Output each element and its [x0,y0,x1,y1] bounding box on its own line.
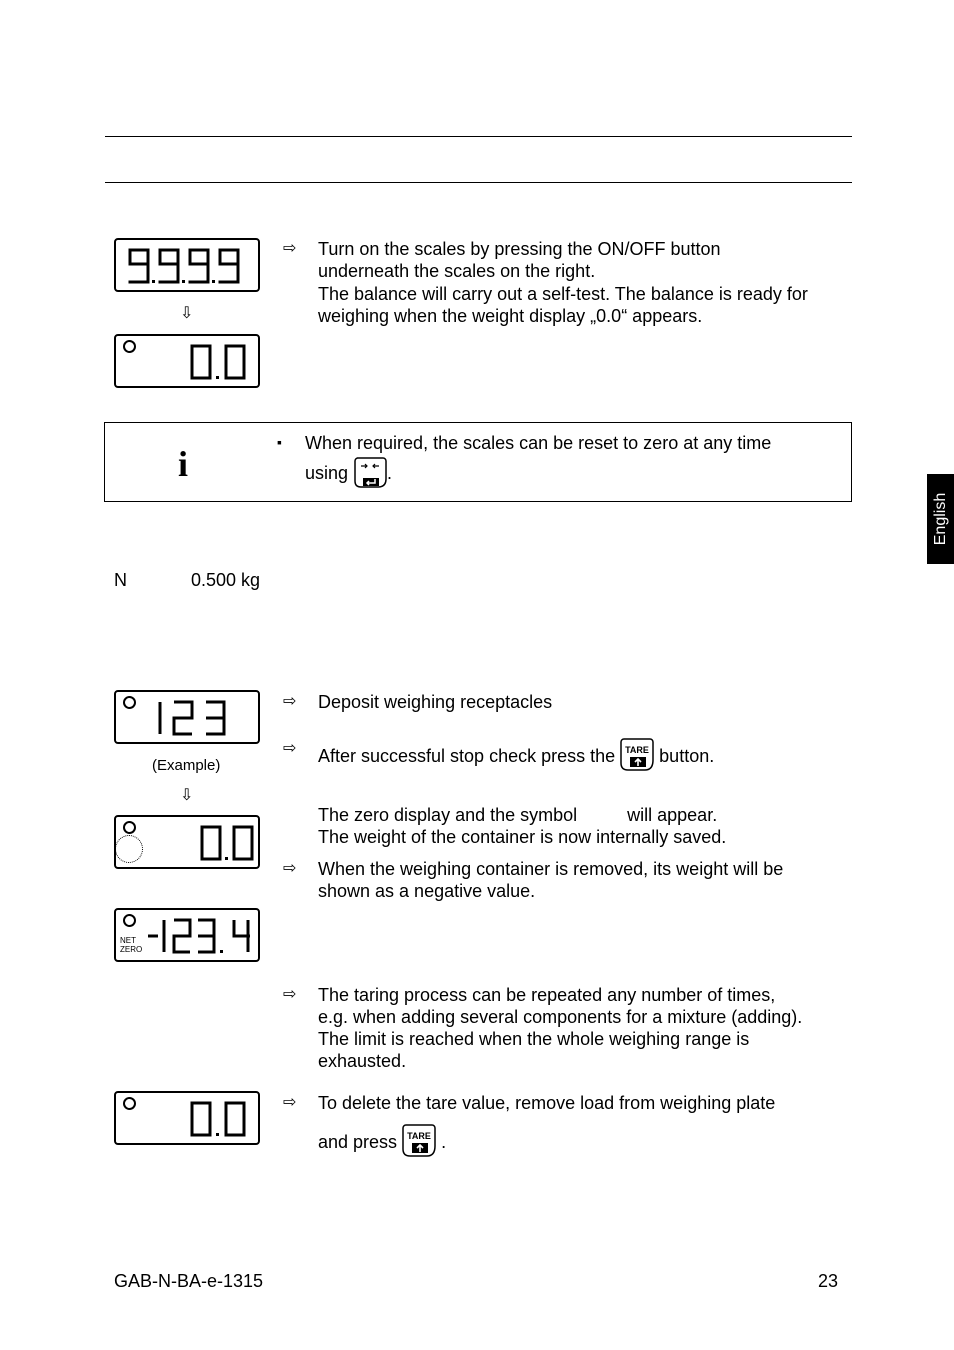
tare-key-label: TARE [407,1131,431,1141]
info-line-2 [305,455,392,489]
step-remove-line: shown as a negative value. [318,881,536,901]
section1-line: underneath the scales on the right. [318,261,596,281]
step-arrow-icon: ⇨ [283,693,297,710]
step-delete-tare-prefix: and press [318,1132,398,1152]
step-arrow-icon: ⇨ [283,860,297,877]
language-tab[interactable] [927,474,954,564]
language-tab-label: English [931,492,949,546]
step-press-tare-prefix: After successful stop check press the [318,746,616,766]
step-delete-tare-press [318,1124,446,1158]
display-negative [114,908,260,962]
info-bullet: ▪ [277,434,282,450]
down-arrow-icon: ⇩ [180,305,194,322]
header-rule-top [105,136,852,137]
info-icon: i [178,444,189,484]
step-delete-tare-suffix: . [441,1132,447,1152]
zero-key-icon [353,455,387,489]
lcd-00-graphic [116,817,258,867]
display-zero [114,815,260,869]
step-delete-tare: To delete the tare value, remove load from weighing plate [318,1093,776,1113]
step-arrow-icon: ⇨ [283,986,297,1003]
section1-line: The balance will carry out a self-test. The balance is ready for [318,284,808,304]
step-arrow-icon: ⇨ [283,740,297,757]
step-repeat-line: exhausted. [318,1051,407,1071]
note-label: N [114,570,127,590]
para-weight-saved: The weight of the container is now internally saved. [318,827,727,847]
step-arrow-icon: ⇨ [283,1094,297,1111]
display-selftest [114,238,260,292]
lcd-9999-graphic [116,240,258,290]
lcd-1234-graphic [116,910,258,960]
section1-line: weighing when the weight display „0.0“ appears. [318,306,703,326]
step-press-tare [318,738,714,772]
lcd-00-graphic [116,1093,258,1143]
info-box [104,422,852,502]
display-cleared [114,1091,260,1145]
step-remove-line: When the weighing container is removed, its weight will be [318,859,784,879]
lcd-123-graphic [116,692,258,742]
display-example [114,690,260,744]
tare-key-icon [620,738,654,772]
example-label: (Example) [152,757,221,774]
para-zero-display [318,804,717,826]
lcd-00-graphic [116,336,258,386]
step-deposit: Deposit weighing receptacles [318,692,553,712]
step-arrow-icon: ⇨ [283,240,297,257]
step-press-tare-suffix: button. [659,746,715,766]
info-line-1: When required, the scales can be reset to zero at any time [305,433,772,453]
footer-page-number: 23 [818,1271,839,1291]
display-ready [114,334,260,388]
step-repeat-line: The limit is reached when the whole weighing range is [318,1029,750,1049]
net-label: NET [120,936,136,945]
step-repeat-line: e.g. when adding several components for a mixture (adding). [318,1007,803,1027]
tare-key-icon [402,1124,436,1158]
para-zero-display-prefix: The zero display and the symbol [318,805,578,825]
note-value: 0.500 kg [191,570,261,590]
header-rule-bottom [105,182,852,183]
footer-doc-id: GAB-N-BA-e-1315 [114,1271,264,1291]
para-zero-display-suffix: will appear. [627,805,718,825]
tare-key-label: TARE [625,745,650,755]
info-line-2-suffix: . [387,463,393,483]
zero-label: ZERO [120,945,143,954]
section1-line: Turn on the scales by pressing the ON/OFF button [318,239,721,259]
info-line-2-prefix: using [305,463,349,483]
down-arrow-icon: ⇩ [180,787,194,804]
step-repeat-line: The taring process can be repeated any number of times, [318,985,776,1005]
